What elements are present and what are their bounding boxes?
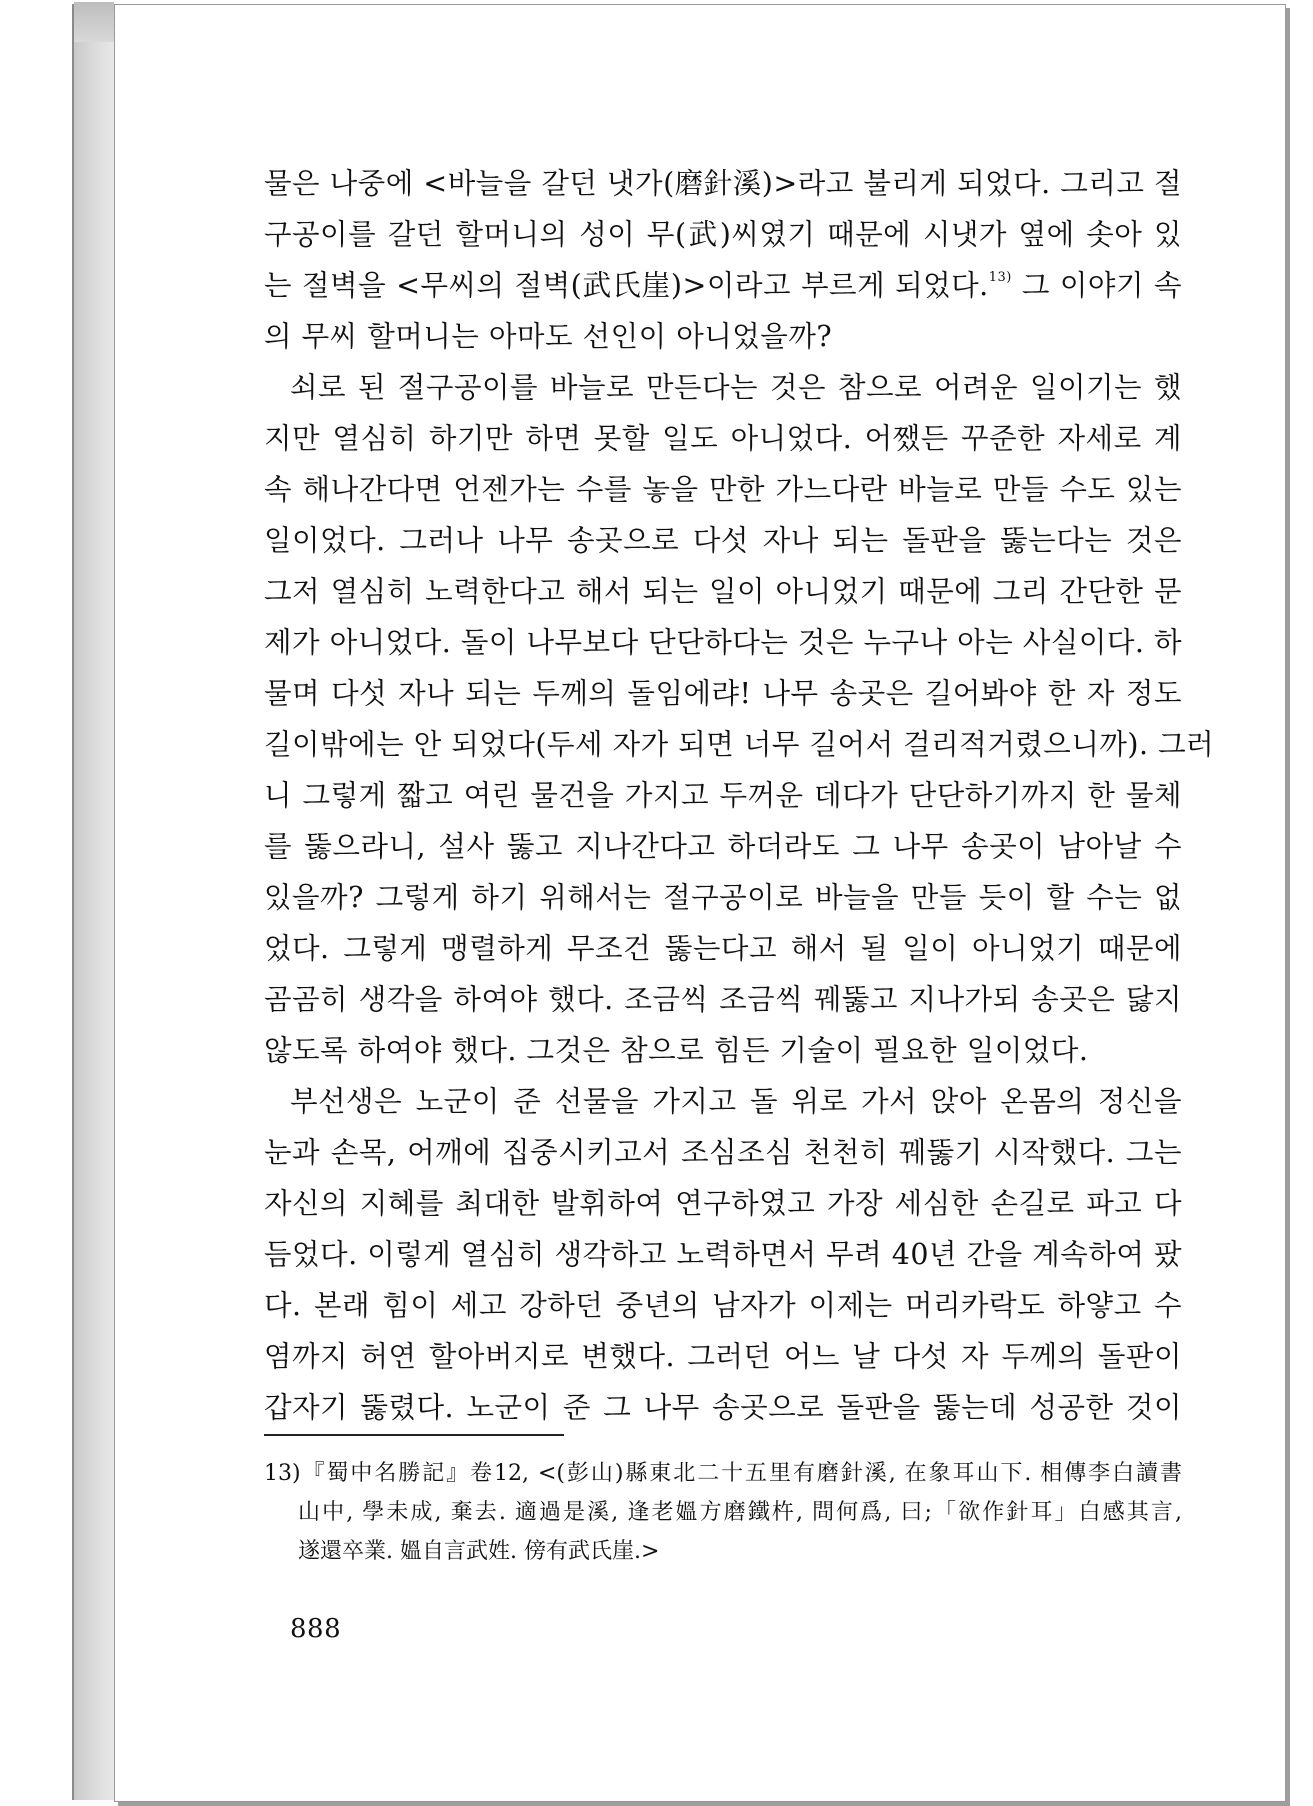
text-line: 제가 아니었다. 돌이 나무보다 단단하다는 것은 누구나 아는 사실이다. 하 [264, 626, 1183, 659]
text-line: 속 해나간다면 언젠가는 수를 놓을 만한 가느다란 바늘로 만들 수도 있는 [264, 473, 1182, 506]
footnote-divider [264, 1434, 564, 1436]
text-line: 염까지 허연 할아버지로 변했다. 그러던 어느 날 다섯 자 두께의 돌판이 [264, 1340, 1182, 1373]
text-line: 의 무씨 할머니는 아마도 선인이 아니었을까? [264, 320, 833, 353]
text-line: 물은 나중에 <바늘을 갈던 냇가(磨針溪)>라고 불리게 되었다. 그리고 절 [264, 167, 1182, 200]
text-line: 갑자기 뚫렸다. 노군이 준 그 나무 송곳으로 돌판을 뚫는데 성공한 것이 [264, 1391, 1182, 1424]
text-line: 일이었다. 그러나 나무 송곳으로 다섯 자나 되는 돌판을 뚫는다는 것은 [264, 524, 1182, 557]
footnote-line: 13)『蜀中名勝記』卷12, <(彭山)縣東北二十五里有磨針溪, 在象耳山下. 相傳李白讀書 [264, 1461, 1182, 1486]
text-line [264, 260, 1182, 311]
text-segment: 는 절벽을 <무씨의 절벽(武氏崖)>이라고 부르게 되었다. [264, 269, 989, 302]
text-line: 를 뚫으라니, 설사 뚫고 지나간다고 하더라도 그 나무 송곳이 남아날 수 [264, 830, 1182, 863]
book-spine [72, 4, 118, 1800]
footnote [264, 1454, 1182, 1571]
text-line: 구공이를 갈던 할머니의 성이 무(武)씨였기 때문에 시냇가 옆에 솟아 있 [264, 218, 1182, 251]
text-line: 다. 본래 힘이 세고 강하던 중년의 남자가 이제는 머리카락도 하얗고 수 [264, 1289, 1182, 1322]
text-line: 부선생은 노군이 준 선물을 가지고 돌 위로 가서 앉아 온몸의 정신을 [290, 1085, 1182, 1118]
text-line: 물며 다섯 자나 되는 두께의 돌임에랴! 나무 송곳은 길어봐야 한 자 정도 [264, 677, 1182, 710]
text-segment: 그 이야기 속 [1021, 269, 1183, 302]
footnote-reference[interactable]: 13) [988, 270, 1012, 285]
text-line: 않도록 하여야 했다. 그것은 참으로 힘든 기술이 필요한 일이었다. [264, 1034, 1089, 1067]
body-text [264, 158, 1215, 1433]
text-line: 니 그렇게 짧고 여린 물건을 가지고 두꺼운 데다가 단단하기까지 한 물체 [264, 779, 1182, 812]
text-line: 자신의 지혜를 최대한 발휘하여 연구하였고 가장 세심한 손길로 파고 다 [264, 1187, 1182, 1220]
page-number: 888 [290, 1614, 342, 1644]
footnote-line: 遂還卒業. 媼自言武姓. 傍有武氏崖.> [298, 1539, 660, 1564]
text-line: 길이밖에는 안 되었다(두세 자가 되면 너무 길어서 걸리적거렸으니까). 그러 [264, 728, 1215, 761]
text-line: 곰곰히 생각을 하여야 했다. 조금씩 조금씩 꿰뚫고 지나가되 송곳은 닳지 [264, 983, 1182, 1016]
footnote-line: 山中, 學未成, 棄去. 適過是溪, 逢老媼方磨鐵杵, 問何爲, 曰;「欲作針耳」白感其言, [298, 1500, 1182, 1525]
text-line: 지만 열심히 하기만 하면 못할 일도 아니었다. 어쨌든 꾸준한 자세로 계 [264, 422, 1182, 455]
text-line: 그저 열심히 노력한다고 해서 되는 일이 아니었기 때문에 그리 간단한 문 [264, 575, 1182, 608]
text-line: 었다. 그렇게 맹렬하게 무조건 뚫는다고 해서 될 일이 아니었기 때문에 [264, 932, 1182, 965]
text-line: 눈과 손목, 어깨에 집중시키고서 조심조심 천천히 꿰뚫기 시작했다. 그는 [264, 1136, 1182, 1169]
text-line: 있을까? 그렇게 하기 위해서는 절구공이로 바늘을 만들 듯이 할 수는 없 [264, 881, 1182, 914]
text-line: 쇠로 된 절구공이를 바늘로 만든다는 것은 참으로 어려운 일이기는 했 [290, 371, 1182, 404]
text-line: 듬었다. 이렇게 열심히 생각하고 노력하면서 무려 40년 간을 계속하여 팠 [264, 1238, 1182, 1271]
book-spine-top [74, 2, 114, 42]
